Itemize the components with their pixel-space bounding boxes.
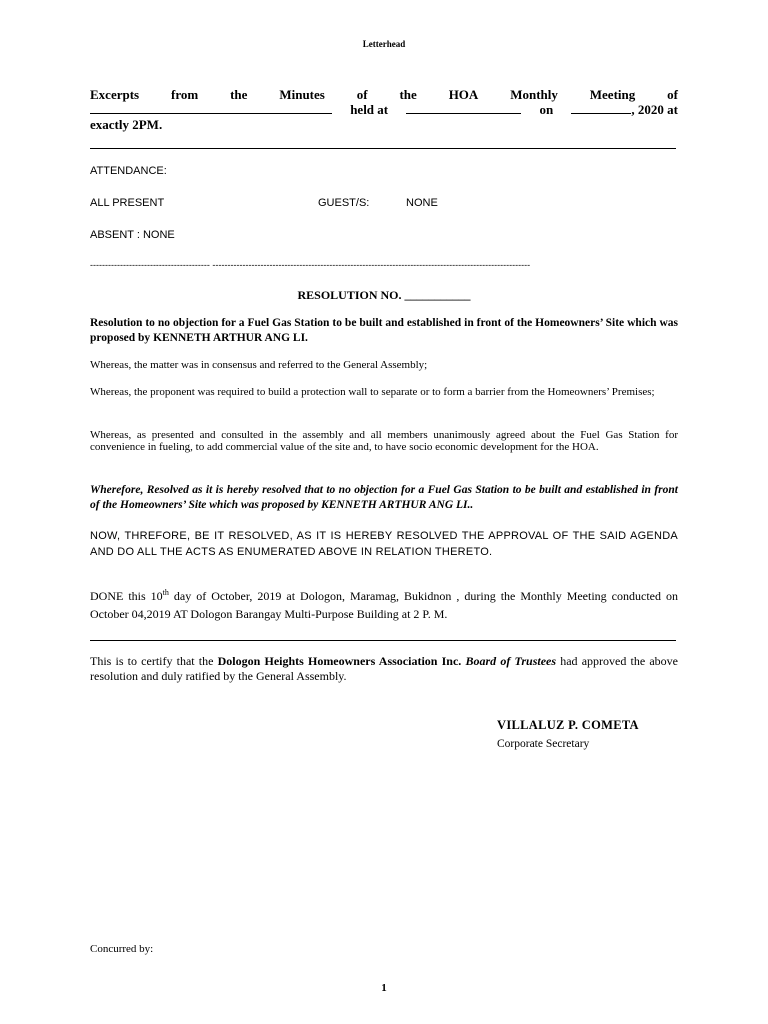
excerpt-held-at: held at [350,102,389,117]
excerpt-word: Monthly [510,87,558,102]
signatory-title: Corporate Secretary [497,738,590,750]
venue-blank [406,102,521,114]
excerpt-on: on [539,102,554,117]
resolution-title [90,316,678,346]
excerpt-time: exactly 2PM. [90,117,163,132]
certify-organization: Dologon Heights Homeowners Association Inc. [217,654,462,668]
now-therefore-clause: NOW, THREFORE, BE IT RESOLVED, AS IT IS HEREBY RESOLVED THE APPROVAL OF THE SAID AGENDA AND DO ALL THE ACTS AS ENUMERATED ABOVE IN RELATION THERETO. [90,530,678,558]
divider [90,640,676,641]
excerpt-year: , 2020 at [631,102,678,117]
certify-board: Board of Trustees [465,654,557,668]
excerpt-word: Minutes [279,87,325,102]
guests-value: NONE [406,197,438,209]
resolution-proponent: KENNETH ARTHUR ANG LI. [153,332,308,344]
date-blank [571,102,631,114]
excerpt-word: of [356,87,368,102]
meeting-name-blank [90,102,332,114]
whereas-clause-1: Whereas, the matter was in consensus and referred to the General Assembly; [90,359,428,371]
attendance-present: ALL PRESENT [90,197,165,209]
certification-statement [90,654,678,684]
dashed-separator: ---------------------------------------- ---------------------------------------------------------------------------------------------------------- [90,260,531,270]
whereas-clause-3: Whereas, as presented and consulted in the assembly and all members unanimously agreed about the Fuel Gas Station for convenience in fueling, to add commercial value of the site and, to have socio economic development for the HOA. [90,429,678,453]
done-ordinal: th [162,588,169,597]
resolution-number: RESOLUTION NO. ___________ [297,288,471,302]
divider [90,148,676,149]
guests-label: GUEST/S: [318,197,370,209]
certify-suffix: had approved the above resolution and duly ratified by the General Assembly. [90,654,679,683]
concurred-by-label: Concurred by: [90,943,154,955]
minutes-excerpt-heading [90,87,678,132]
wherefore-clause: Wherefore, Resolved as it is hereby resolved that to no objection for a Fuel Gas Station to be built and established in front of the Homeowners’ Site which was proposed by KENNETH ARTHUR ANG LI.. [90,484,678,511]
page-number: 1 [381,982,387,994]
excerpt-word: the [399,87,417,102]
excerpt-word: the [230,87,248,102]
done-statement [90,584,678,623]
attendance-absent: ABSENT : NONE [90,229,175,241]
certify-prefix: This is to certify that the [90,654,218,668]
attendance-label: ATTENDANCE: [90,165,167,177]
excerpt-word: Meeting [589,87,636,102]
whereas-clause-2: Whereas, the proponent was required to build a protection wall to separate or to form a barrier from the Homeowners’ Premises; [90,386,655,398]
done-suffix: day of October, 2019 at Dologon, Maramag, Bukidnon , during the Monthly Meeting conducted on October 04,2019 AT Dologon Barangay Multi-Purpose Building at 2 P. M. [90,589,678,621]
resolution-title-text: Resolution to no objection for a Fuel Gas Station to be built and established in front of the Homeowners’ Site which was proposed by [90,317,678,344]
excerpt-word: HOA [448,87,479,102]
excerpt-line-1 [90,87,678,102]
letterhead-label: Letterhead [362,39,406,49]
excerpt-word: from [171,87,199,102]
excerpt-word: Excerpts [90,87,140,102]
excerpt-word: of [667,87,678,102]
excerpt-line-2 [90,102,678,117]
signatory-name: VILLALUZ P. COMETA [497,718,639,732]
done-prefix: DONE this 10 [90,589,163,603]
